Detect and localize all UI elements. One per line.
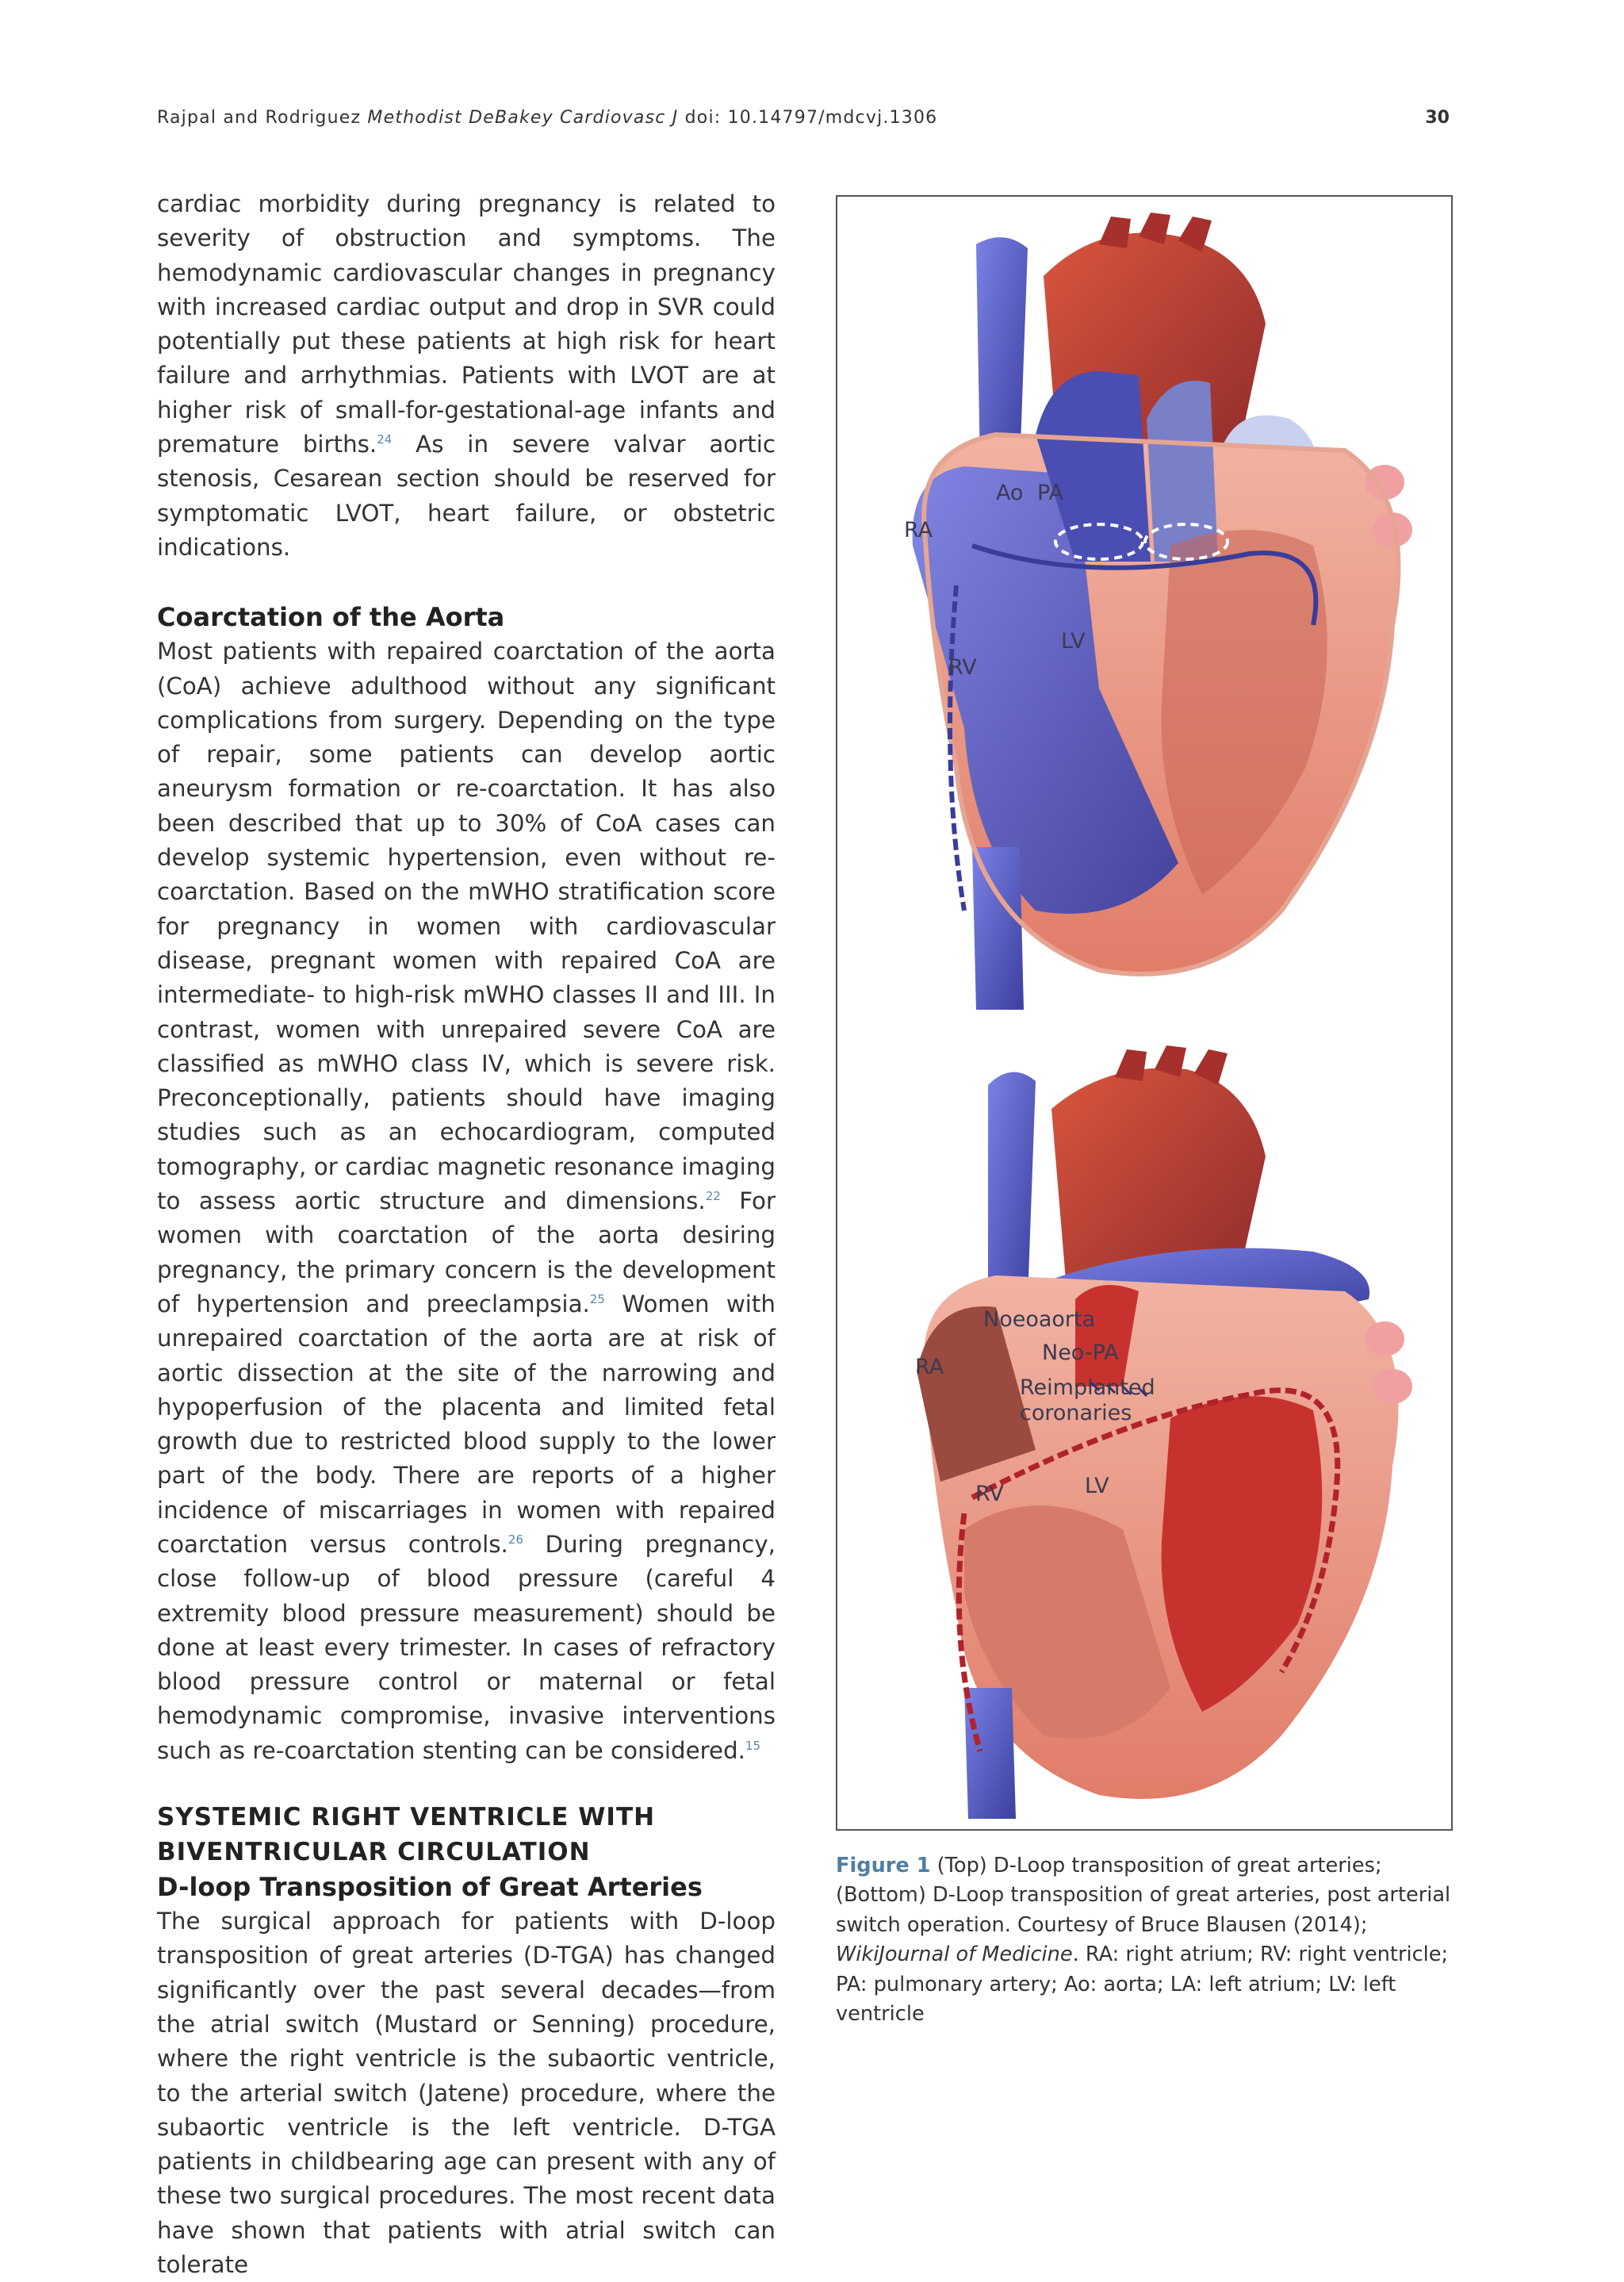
label-neo-pa: Neo-PA [1042, 1340, 1119, 1365]
paragraph-text: cardiac morbidity during pregnancy is related to severity of obstruction and symptoms. The hemodynamic cardiovascular changes in pregnancy with increased cardiac output and drop in SVR could potentially put these patients at high risk for heart failure and arrhythmias. Patients with LVOT are at higher risk of small-for-gestational-age infants and premature births. [157, 190, 776, 458]
figure-label[interactable]: Figure 1 [836, 1854, 931, 1877]
paragraph-text: As in severe valvar aortic stenosis, Cesarean section should be reserved for symptomatic LVOT, heart failure, or obstetric indications. [157, 431, 776, 561]
section-heading-line: SYSTEMIC RIGHT VENTRICLE WITH [157, 1803, 656, 1832]
dtga-paragraph: The surgical approach for patients with D-loop transposition of great arteries (D-TGA) has changed significantly over the past several decades—from the atrial switch (Mustard or Senning) procedure, where the right ventricle is the subaortic ventricle, to the arterial switch (Jatene) procedure, where the subaortic ventricle is the left ventricle. D-TGA patients in childbearing age can present with any of these two surgical procedures. The most recent data have shown that patients with atrial switch can tolerate [157, 1908, 776, 2279]
intro-paragraph [157, 187, 776, 565]
heart-illustration-bottom [837, 1037, 1451, 1823]
label-rv: RV [948, 655, 977, 680]
section-heading [157, 1800, 776, 1870]
paragraph-text: Most patients with repaired coarctation of the aorta (CoA) achieve adulthood without any significant complications from surgery. Depending on the type of repair, some patients can develop aortic aneurysm formation or re-coarctation. It has also been described that up to 30% of CoA cases can develop systemic hypertension, even without re-coarctation. Based on the mWHO stratification score for pregnancy in women with cardiovascular disease, pregnant women with repaired CoA are intermediate- to high-risk mWHO classes II and III. In contrast, women with unrepaired severe CoA are classified as mWHO class IV, which is severe risk. Preconceptionally, patients should have imaging studies such as an echocardiogram, computed tomography, or cardiac magnetic resonance imaging to assess aortic structure and dimensions. [157, 638, 776, 1215]
reference-superscript[interactable]: 15 [745, 1739, 761, 1753]
header-authors: Rajpal and Rodriguez [157, 108, 362, 128]
left-column [157, 187, 776, 2282]
figure-box [836, 195, 1453, 1831]
label-reimplanted: Reimplanted [1020, 1375, 1155, 1400]
coa-heading: Coarctation of the Aorta [157, 602, 505, 633]
paragraph-text: Women with unrepaired coarctation of the aorta are at risk of aortic dissection at the site of the narrowing and hypoperfusion of the placenta and limited fetal growth due to restricted blood supply to the lower part of the body. There are reports of a higher incidence of miscarriages in women with repaired coarctation versus controls. [157, 1290, 776, 1558]
caption-text: (Top) D-Loop transposition of great arteries; (Bottom) D-Loop transposition of great arteries, post arterial switch operation. Courtesy of Bruce Blausen (2014); [836, 1854, 1451, 1937]
reference-superscript[interactable]: 26 [508, 1532, 523, 1548]
paragraph-text: For women with coarctation of the aorta desiring pregnancy, the primary concern is the development of hypertension and preeclampsia. [157, 1187, 776, 1317]
caption-text: . RA: right atrium; RV: right ventricle; PA: pulmonary artery; Ao: aorta; LA: left atrium; LV: left ventricle [836, 1943, 1449, 2027]
page-number: 30 [1425, 108, 1450, 128]
header-journal: Methodist DeBakey Cardiovasc J [367, 108, 679, 128]
section-heading-line: BIVENTRICULAR CIRCULATION [157, 1838, 591, 1867]
label-pa: PA [1037, 481, 1064, 505]
label-ra-bottom: RA [915, 1355, 944, 1379]
label-rv-bottom: RV [975, 1482, 1004, 1506]
coa-paragraph [157, 635, 776, 1768]
label-neoaorta: Noeoaorta [983, 1307, 1096, 1332]
running-header [157, 108, 1450, 135]
reference-superscript[interactable]: 25 [589, 1292, 605, 1307]
caption-journal: WikiJournal of Medicine [836, 1943, 1073, 1967]
label-lv: LV [1061, 629, 1086, 654]
reference-superscript[interactable]: 24 [377, 432, 393, 447]
header-doi: doi: 10.14797/mdcvj.1306 [684, 108, 938, 128]
heart-illustration-top [837, 213, 1451, 1014]
label-coronaries: coronaries [1020, 1401, 1132, 1425]
paragraph-text: During pregnancy, close follow-up of blood pressure (careful 4 extremity blood pressure measurement) should be done at least every trimester. In cases of refractory blood pressure control or maternal or fetal hemodynamic compromise, invasive interventions such as re-coarctation stenting can be considered. [157, 1530, 776, 1764]
label-ra: RA [904, 518, 933, 543]
figure-caption [836, 1851, 1454, 2029]
label-ao: Ao [996, 481, 1024, 505]
dtga-heading: D-loop Transposition of Great Arteries [157, 1872, 703, 1903]
label-lv-bottom: LV [1085, 1474, 1109, 1498]
reference-superscript[interactable]: 22 [705, 1189, 721, 1204]
